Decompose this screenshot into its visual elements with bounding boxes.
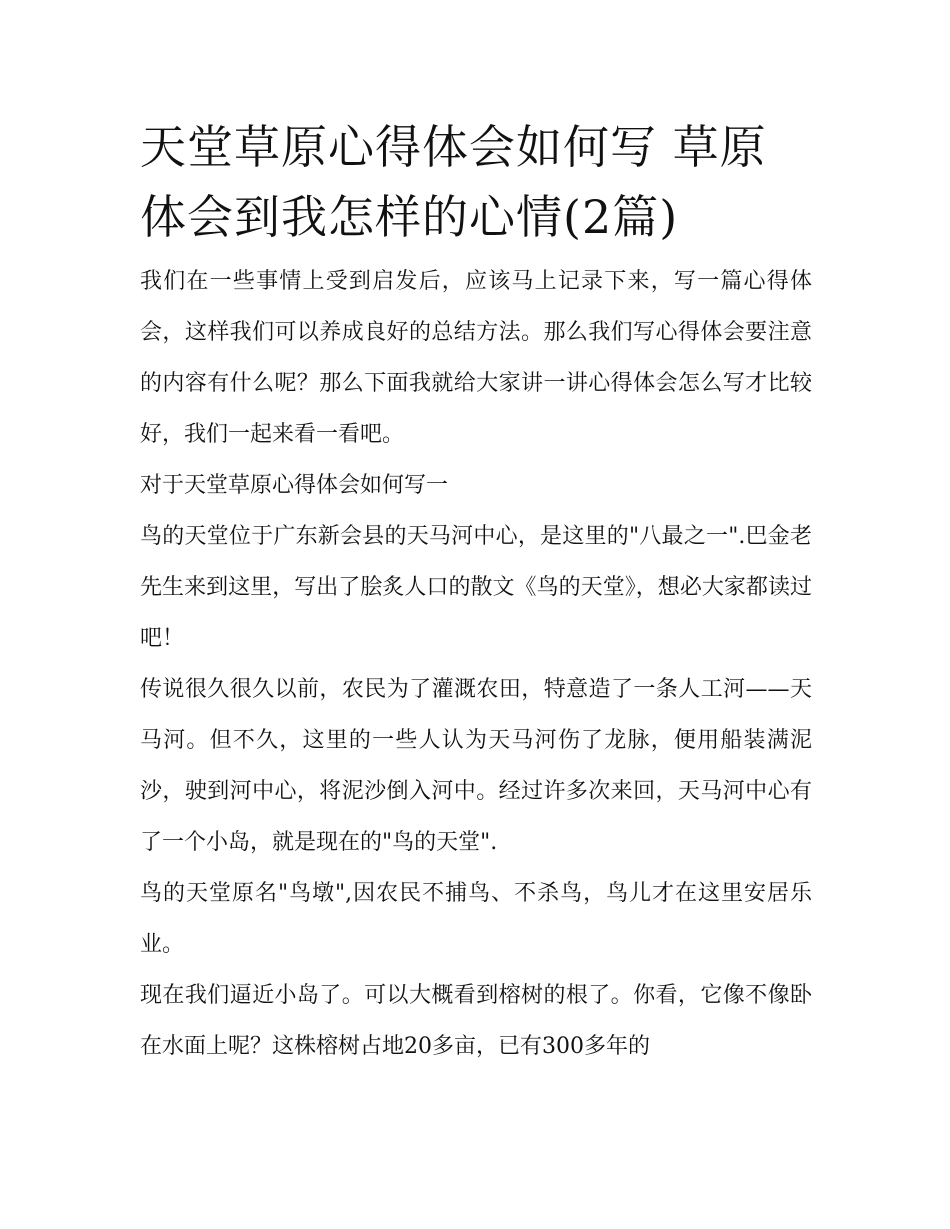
paragraph-intro: 我们在一些事情上受到启发后，应该马上记录下来，写一篇心得体会，这样我们可以养成良好的总结方法。那么我们写心得体会要注意的内容有什么呢？那么下面我就给大家讲一讲心得体会怎么写才比较好，我们一起来看一看吧。: [140, 269, 812, 447]
paragraph-location: 鸟的天堂位于广东新会县的天马河中心，是这里的"八最之一".巴金老先生来到这里，写出了脍炙人口的散文《鸟的天堂》，想必大家都读过吧！: [140, 524, 812, 651]
paragraph-legend: 传说很久很久以前，农民为了灌溉农田，特意造了一条人工河——天马河。但不久，这里的一些人认为天马河伤了龙脉，便用船装满泥沙，驶到河中心，将泥沙倒入河中。经过许多次来回，天马河中心有了一个小岛，就是现在的"鸟的天堂".: [140, 677, 812, 855]
document-page: [140, 112, 812, 1072]
paragraph-heading-1: 对于天堂草原心得体会如何写一: [140, 473, 449, 498]
document-title: 天堂草原心得体会如何写 草原体会到我怎样的心情(2篇): [140, 120, 767, 244]
paragraph-banyan: 现在我们逼近小岛了。可以大概看到榕树的根了。你看，它像不像卧在水面上呢？这株榕树占地20多亩，已有300多年的: [140, 983, 812, 1059]
paragraph-name-origin: 鸟的天堂原名"鸟墩",因农民不捕鸟、不杀鸟，鸟儿才在这里安居乐业。: [140, 881, 812, 957]
